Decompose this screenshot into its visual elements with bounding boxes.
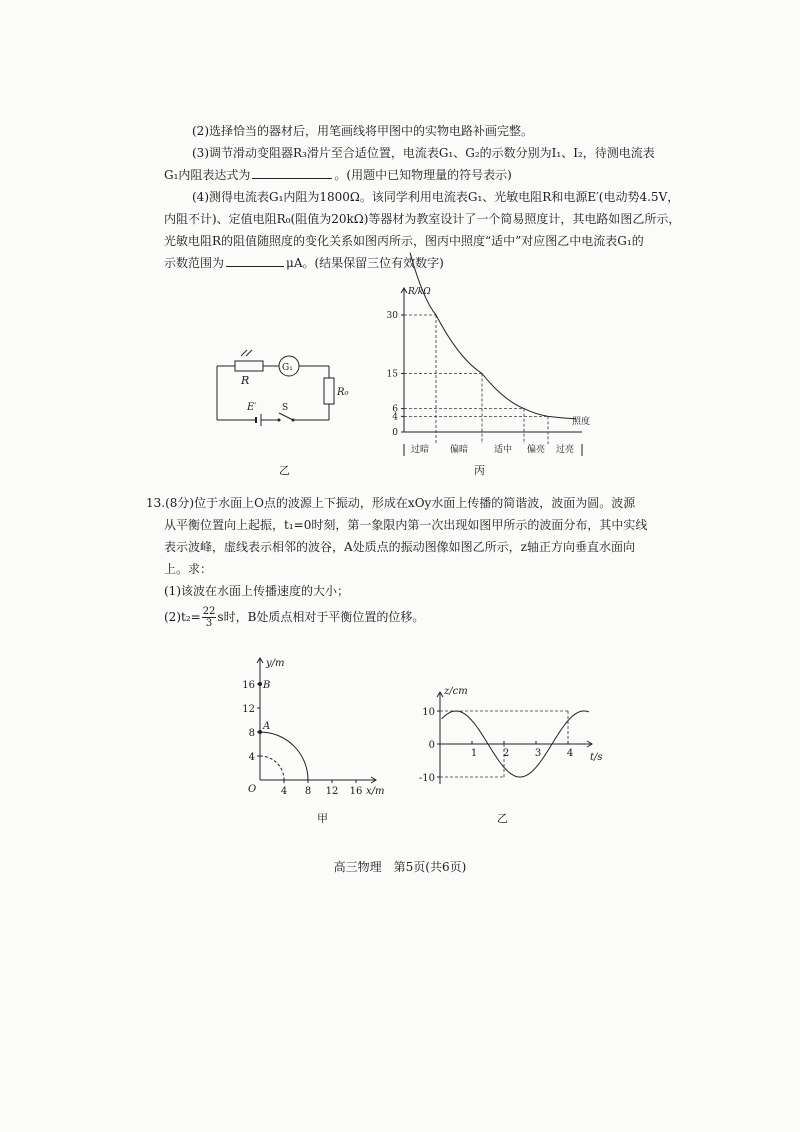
y-tick-label: 15 — [386, 369, 398, 380]
x-tick-label: 3 — [534, 748, 542, 759]
q12-part3-line1: (3)调节滑动变阻器R₃滑片至合适位置，电流表G₁、G₂的示数分别为I₁、I₂，待测电流表 — [192, 146, 655, 160]
zone-label: 偏亮 — [526, 445, 546, 455]
label-A: A — [263, 721, 271, 732]
label-E: E′ — [247, 402, 257, 413]
fraction-numerator: 22 — [202, 606, 216, 617]
q13-subq1: (1)该波在水面上传播速度的大小； — [164, 584, 349, 598]
label-R0: R₀ — [337, 387, 349, 398]
fig-jia-xlabel: x/m — [366, 786, 385, 797]
x-tick-label: 4 — [280, 786, 288, 797]
fig-yi-ylabel: z/cm — [444, 686, 468, 697]
caption-jia: 甲 — [317, 812, 328, 825]
y-tick-label: 10 — [422, 707, 435, 718]
q12-part2: (2)选择恰当的器材后，用笔画线将甲图中的实物电路补画完整。 — [192, 124, 534, 138]
label-R: R — [241, 374, 250, 387]
figure-vibration-graph — [412, 680, 612, 790]
answer-blank[interactable] — [252, 166, 332, 179]
page-footer — [0, 858, 800, 875]
fig-yi-xlabel: t/s — [590, 752, 603, 763]
x-tick-label: 2 — [502, 748, 510, 759]
q12-part4-line4 — [164, 254, 444, 272]
trough-arc — [260, 756, 284, 780]
y-tick-label: 0 — [392, 428, 398, 438]
caption-graph: 丙 — [474, 464, 485, 477]
q12-part4-line2: 内阻不计)、定值电阻R₀(阻值为20kΩ)等器材为教室设计了一个简易照度计，其电路如图乙所示， — [164, 212, 681, 226]
q13-subq2 — [164, 606, 424, 629]
graph-bing-ylabel: R/kΩ — [408, 287, 431, 297]
x-tick-label: 16 — [349, 786, 363, 797]
photoresistor — [235, 361, 263, 371]
caption-yi: 乙 — [497, 812, 508, 825]
fraction — [202, 606, 217, 629]
q13-line1: 13.(8分)位于水面上O点的波源上下振动，形成在xOy水面上传播的简谐波，波面为圆。波源 — [146, 496, 636, 510]
q12-part4-line1: (4)测得电流表G₁内阻为1800Ω。该同学利用电流表G₁、光敏电阻R和电源E′(电动势4.5V， — [192, 190, 680, 204]
y-tick-label: 0 — [428, 740, 435, 751]
graph-resistance-illuminance — [360, 282, 600, 462]
q12-part3-line2 — [164, 166, 512, 184]
x-tick-label: 1 — [470, 748, 478, 759]
y-tick-label: 30 — [386, 311, 398, 321]
fixed-resistor — [324, 378, 334, 404]
label-G1: G₁ — [282, 363, 293, 373]
zone-label: 过暗 — [410, 445, 430, 455]
fig-jia-ylabel: y/m — [266, 658, 285, 669]
x-tick-label: 8 — [304, 786, 312, 797]
caption-circuit: 乙 — [279, 464, 290, 477]
y-tick-label: 6 — [392, 404, 398, 415]
label-B: B — [263, 680, 271, 691]
q13-line3: 表示波峰，虚线表示相邻的波谷，A处质点的振动图像如图乙所示，z轴正方向垂直水面向 — [164, 540, 635, 554]
y-tick-label: 4 — [392, 412, 398, 423]
answer-blank[interactable] — [226, 254, 284, 267]
y-tick-label: 8 — [248, 728, 255, 739]
q12-part3-text-a: G₁内阻表达式为 — [164, 168, 251, 182]
point-B — [258, 682, 262, 686]
y-tick-label: 16 — [242, 680, 255, 691]
y-tick-label: 4 — [248, 752, 255, 763]
point-A — [258, 730, 262, 734]
q12-part3-text-b: 。(用题中已知物理量的符号表示) — [334, 168, 512, 182]
q13-line2: 从平衡位置向上起振，t₁=0时刻，第一象限内第一次出现如图甲所示的波面分布，其中实线 — [164, 518, 648, 532]
q13-subq2-prefix: (2)t₂= — [164, 610, 201, 624]
switch — [279, 413, 293, 420]
figure-wavefront — [238, 652, 398, 797]
x-tick-label: 4 — [566, 748, 574, 759]
q12-part4-line3: 光敏电阻R的阻值随照度的变化关系如图丙所示，图丙中照度“适中”对应图乙中电流表G₁的 — [164, 234, 644, 248]
graph-bing-xlabel: 照度 — [572, 417, 591, 427]
zone-label: 偏暗 — [449, 445, 469, 455]
label-S: S — [282, 403, 289, 413]
y-tick-label: 12 — [242, 704, 255, 715]
footer-text: 高三物理 第5页(共6页) — [333, 860, 467, 874]
crest-arc — [260, 732, 308, 780]
fraction-denominator: 3 — [205, 618, 213, 629]
fig-jia-origin: O — [248, 784, 257, 795]
q12-part4-text-b: μA。(结果保留三位有效数字) — [286, 256, 444, 270]
y-tick-label: -10 — [418, 773, 435, 784]
resistance-curve — [410, 253, 576, 419]
q12-part4-text-a: 示数范围为 — [164, 256, 225, 270]
x-tick-label: 12 — [325, 786, 339, 797]
zone-label: 适中 — [493, 445, 513, 455]
zone-label: 过亮 — [555, 445, 575, 455]
q13-line4: 上。求： — [164, 562, 213, 576]
circuit-diagram — [205, 340, 355, 435]
q13-subq2-suffix: s时，B处质点相对于平衡位置的位移。 — [217, 610, 425, 624]
